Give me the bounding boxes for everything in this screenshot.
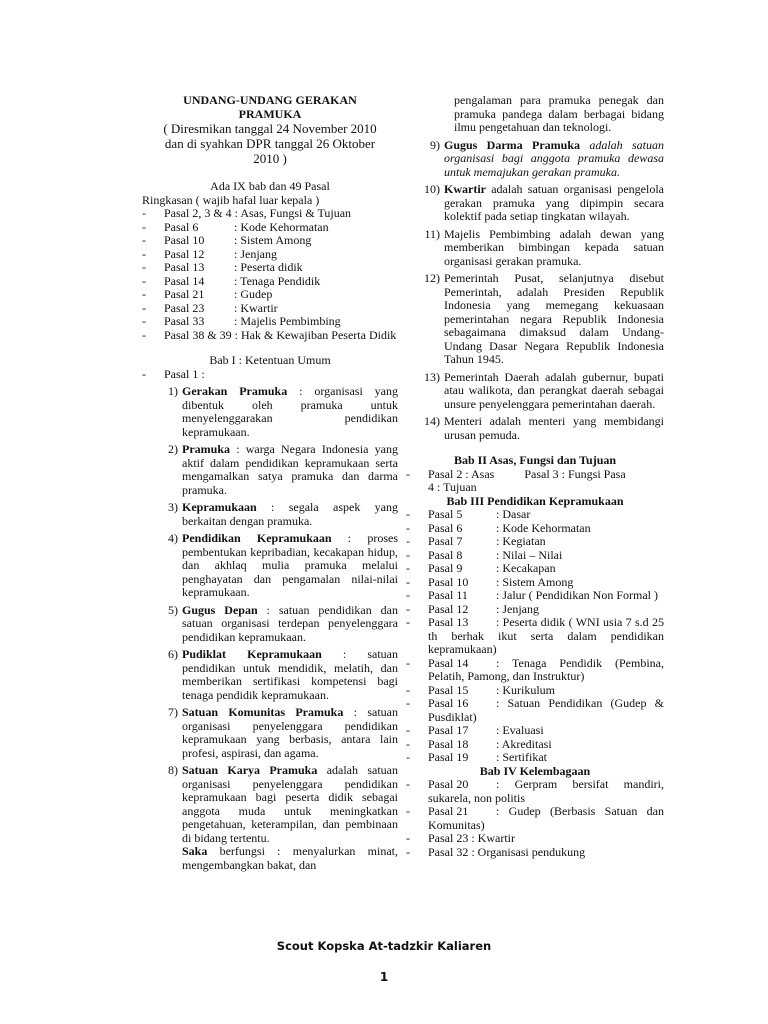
bullet-dash: -	[142, 314, 146, 328]
pasal-label: Pasal 10	[164, 233, 205, 247]
definition-item	[142, 706, 398, 760]
pasal-item	[406, 508, 664, 522]
bullet-dash: -	[142, 206, 146, 220]
bullet-dash: -	[406, 588, 410, 602]
definition-term: Satuan Komunitas Pramuka	[182, 705, 344, 719]
definition-text: adalah satuan organisasi pengelola gerakan pramuka yang dipimpin secara kolektif pada setiap tingkatan wilayah.	[444, 182, 664, 223]
pasal-item	[406, 846, 664, 860]
right-column	[406, 94, 664, 859]
pasal-value: : Peserta didik ( WNI usia 7 s.d 25 th berhak ikut serta dalam pendidikan kepramukaan)	[428, 615, 664, 656]
definition-item	[406, 228, 664, 269]
pasal-entry	[428, 535, 664, 549]
bab2-line1: - Pasal 2 : Asas Pasal 3 : Fungsi Pasa	[406, 466, 626, 481]
summary-item	[142, 315, 398, 329]
bullet-dash: -	[406, 831, 410, 845]
pasal-entry	[428, 751, 664, 765]
pasal-value: : Gerpram bersifat mandiri, sukarela, non politis	[428, 777, 664, 805]
bullet-dash: -	[142, 366, 146, 381]
pasal-label: Pasal 21	[428, 804, 469, 818]
pasal-label: Pasal 2, 3 & 4 : Asas, Fungsi & Tujuan	[164, 206, 352, 220]
pasal-label: Pasal 18	[428, 736, 469, 751]
item-number: 4)	[168, 531, 178, 545]
summary-item	[142, 329, 398, 343]
pasal-value: : Kode Kehormatan	[234, 219, 329, 234]
continued-text: pengalaman para pramuka penegak dan pramuka pandega dalam berbagai bidang ilmu pengetahuan dan teknologi.	[454, 93, 664, 134]
pasal-label: Pasal 11	[428, 588, 468, 602]
bullet-dash: -	[142, 327, 146, 342]
pasal-entry	[428, 562, 664, 576]
bullet-dash: -	[142, 260, 146, 274]
definition-item	[142, 604, 398, 645]
right-definitions	[406, 139, 664, 443]
pasal-value: : Jenjang	[234, 246, 277, 261]
pasal-label: Pasal 7	[428, 534, 463, 548]
pasal-value: : Akreditasi	[496, 736, 552, 751]
pasal-value: : Dasar	[496, 507, 531, 521]
pasal-label: Pasal 38 & 39 : Hak & Kewajiban Peserta Didik	[164, 327, 397, 342]
pasal-entry	[428, 684, 664, 698]
pasal-value: : Tenaga Pendidik (Pembina, Pelatih, Pamong, dan Instruktur)	[428, 655, 664, 683]
definition-text: Majelis Pembimbing adalah dewan yang memberikan bimbingan kepada satuan organisasi gerakan pramuka.	[444, 226, 664, 268]
pasal-entry	[428, 576, 664, 590]
item-number: 10)	[424, 182, 440, 196]
pasal-label: Pasal 14	[428, 655, 469, 670]
definition-body	[444, 183, 664, 224]
definition-text: Pemerintah Daerah adalah gubernur, bupati atau walikota, dan perangkat daerah sebagai unsure penyelenggara pemerintahan daerah.	[444, 369, 664, 411]
pasal-label: Pasal 19	[428, 750, 469, 764]
bullet-dash: -	[406, 534, 410, 548]
definition-term: Pudiklat Kepramukaan	[182, 647, 322, 661]
pasal-entry	[428, 778, 664, 805]
bullet-dash: -	[406, 682, 410, 697]
bullet-dash: -	[406, 561, 410, 575]
definition-term: Kepramukaan	[182, 500, 257, 514]
definition-term: Pramuka	[182, 442, 230, 456]
definition-item	[142, 443, 398, 497]
pasal-item	[406, 724, 664, 738]
bullet-dash: -	[142, 273, 146, 288]
pasal-label: Pasal 20	[428, 777, 469, 791]
pasal-label: Pasal 8	[428, 547, 463, 562]
definition-body	[444, 272, 664, 367]
pasal-value: : Gudep	[234, 287, 273, 301]
bullet-dash: -	[142, 287, 146, 301]
item-number: 2)	[168, 442, 178, 456]
pasal-value: : Kode Kehormatan	[496, 520, 591, 535]
bullet-dash: -	[406, 507, 410, 521]
summary-item	[142, 275, 398, 289]
definition-text: : segala aspek yang berkaitan dengan pramuka.	[182, 500, 398, 528]
summary-item	[142, 261, 398, 275]
doc-title-line2: PRAMUKA	[238, 106, 302, 121]
definition-body	[444, 371, 664, 412]
definition-body	[182, 764, 398, 845]
definition-text: : satuan pendidikan dan satuan organisasi terdepan penyelenggara pendidikan kepramukaan.	[182, 602, 398, 644]
definition-text: : warga Negara Indonesia yang aktif dalam pendidikan kepramukaan serta mengamalkan satya pramuka dan darma pramuka.	[182, 442, 398, 497]
bab4-title: Bab IV Kelembagaan	[479, 763, 591, 778]
definition-item	[142, 501, 398, 528]
item-number: 11)	[424, 226, 440, 241]
pasal-entry	[428, 549, 664, 563]
definition-term: Satuan Karya Pramuka	[182, 763, 318, 777]
pasal-label: Pasal 33	[164, 314, 205, 328]
pasal-value: : Evaluasi	[496, 723, 544, 737]
definition-item	[142, 764, 398, 845]
bab3-title: Bab III Pendidikan Kepramukaan	[446, 493, 624, 508]
item-number: 9)	[430, 137, 440, 152]
pasal-value: : Kegiatan	[496, 534, 546, 548]
pasal-item	[406, 522, 664, 536]
pasal-entry	[428, 589, 664, 603]
definition-body	[182, 604, 398, 645]
subtitle-line3: 2010 )	[253, 151, 287, 166]
item-number: 1)	[168, 384, 178, 398]
pasal-entry	[428, 657, 664, 684]
definition-text: adalah satuan organisasi bagi anggota pramuka dewasa untuk memajukan gerakan pramuka.	[444, 137, 664, 179]
doc-subtitle	[142, 121, 398, 166]
pasal-entry	[428, 738, 664, 752]
definition-body	[182, 443, 398, 497]
bullet-dash: -	[406, 655, 410, 670]
pasal-label: Pasal 12	[428, 601, 469, 616]
pasal-item	[406, 657, 664, 684]
bullet-dash: -	[406, 601, 410, 616]
item-number: 8)	[168, 763, 178, 777]
pasal-label: Pasal 5	[428, 507, 463, 521]
bullet-dash: -	[406, 696, 410, 710]
item-number: 13)	[424, 369, 440, 384]
definition-term: Gerakan Pramuka	[182, 384, 288, 398]
pasal-label: Pasal 17	[428, 723, 469, 737]
pasal-item	[406, 832, 664, 846]
item-number: 3)	[168, 500, 178, 514]
bullet-dash: -	[406, 736, 410, 751]
bullet-dash: -	[406, 723, 410, 737]
pasal1-label: - Pasal 1 :	[142, 366, 205, 381]
bullet-dash: -	[406, 574, 410, 589]
pasal-item	[406, 576, 664, 590]
pasal-label: Pasal 21	[164, 287, 205, 301]
pasal-entry	[428, 508, 664, 522]
bullet-dash: -	[406, 547, 410, 562]
definition-body	[182, 706, 398, 760]
item-number: 6)	[168, 647, 178, 661]
pasal-label: Pasal 10	[428, 574, 469, 589]
pasal-entry	[428, 724, 664, 738]
definition-item	[142, 648, 398, 702]
pasal-value: : Kecakapan	[496, 561, 556, 575]
doc-title-line1: UNDANG-UNDANG GERAKAN	[183, 93, 357, 107]
pasal-value: : Gudep (Berbasis Satuan dan Komunitas)	[428, 804, 664, 832]
summary-item	[142, 221, 398, 235]
bab2-title: Bab II Asas, Fungsi dan Tujuan	[453, 453, 617, 467]
bullet-dash: -	[142, 300, 146, 315]
pasal-entry	[428, 522, 664, 536]
pasal-value: : Kurikulum	[496, 682, 555, 697]
definition-text: : satuan organisasi penyelenggara pendidikan kepramukaan yang berbasis, antara lain profesi, aspirasi, dan agama.	[182, 705, 398, 760]
saka-note: Saka berfungsi : menyalurkan minat, mengembangkan bakat, dan	[182, 844, 398, 872]
pasal-entry	[428, 805, 664, 832]
pasal-label: Pasal 13	[428, 615, 469, 629]
pasal-label: Pasal 23 : Kwartir	[428, 831, 515, 845]
definition-item	[406, 272, 664, 367]
definition-text: Menteri adalah menteri yang membidangi urusan pemuda.	[444, 414, 664, 442]
bab1-title: Bab I : Ketentuan Umum	[209, 353, 331, 367]
pasal-item	[406, 697, 664, 724]
bullet-dash: -	[142, 246, 146, 261]
bullet-dash: -	[406, 750, 410, 764]
definition-body	[182, 385, 398, 439]
pasal-value: : Nilai – Nilai	[496, 547, 563, 562]
definition-item	[406, 139, 664, 180]
bullet-dash: -	[406, 520, 410, 535]
pasal-item	[406, 603, 664, 617]
item-number: 5)	[168, 602, 178, 617]
definition-term: Gugus Darma Pramuka	[444, 137, 580, 152]
definition-text: adalah satuan organisasi penyelenggara pendidikan kepramukaan bagi peserta didik sebagai anggota muda untuk meningkatkan pengetahuan, keterampilan, dan pembinaan di bidang tertentu.	[182, 763, 398, 845]
pasal-item	[406, 778, 664, 805]
bullet-dash: -	[406, 844, 410, 859]
summary-item	[142, 248, 398, 262]
bullet-dash: -	[142, 233, 146, 247]
summary-item	[142, 288, 398, 302]
pasal-value: : Kwartir	[234, 300, 278, 315]
pasal-value: : Sistem Among	[496, 574, 574, 589]
subtitle-line1: ( Diresmikan tanggal 24 November 2010	[163, 121, 377, 136]
definition-body	[444, 228, 664, 269]
definition-body	[444, 139, 664, 180]
bullet-dash: -	[406, 777, 410, 791]
pasal-label: Pasal 16	[428, 696, 469, 710]
pasal-value: : Sertifikat	[496, 750, 547, 764]
pasal-item	[406, 751, 664, 765]
definition-body	[182, 648, 398, 702]
pasal-label: Pasal 15	[428, 682, 469, 697]
pasal-value: : Sistem Among	[234, 233, 312, 247]
pasal-item	[406, 535, 664, 549]
summary-item	[142, 207, 398, 221]
bullet-dash: -	[142, 219, 146, 234]
bullet-dash: -	[406, 615, 410, 629]
pasal-value: : Jalur ( Pendidikan Non Formal )	[496, 588, 658, 602]
footer-text: Scout Kopska At-tadzkir Kaliaren	[276, 939, 492, 953]
pasal-label: Pasal 14	[164, 273, 205, 288]
pasal-item	[406, 616, 664, 657]
bab2-line2: 4 : Tujuan	[428, 480, 477, 494]
bab3-list	[406, 508, 664, 765]
definition-text: : organisasi yang dibentuk oleh pramuka untuk menyelenggarakan pendidikan kepramukaan.	[182, 384, 398, 439]
definition-body	[182, 501, 398, 528]
pasal-entry	[428, 603, 664, 617]
definition-term: Gugus Depan	[182, 602, 258, 617]
bab4-list	[406, 778, 664, 859]
pasal-item	[406, 684, 664, 698]
summary-intro: Ada IX bab dan 49 Pasal	[210, 179, 330, 193]
pasal-item	[406, 549, 664, 563]
pasal-value: : Tenaga Pendidik	[234, 273, 321, 288]
summary-heading: Ringkasan ( wajib hafal luar kepala )	[142, 192, 320, 207]
pasal-label: Pasal 6	[428, 520, 463, 535]
item-number: 7)	[168, 705, 178, 719]
definition-text: Pemerintah Pusat, selanjutnya disebut Pemerintah, adalah Presiden Republik Indonesia yang memegang kekuasaan pemerintahan negara Republik Indonesia sebagaimana dimaksud dalam Undang-Undang Dasar Negara Republik Indonesia Tahun 1945.	[444, 271, 664, 366]
summary-item	[142, 302, 398, 316]
pasal-value: : Peserta didik	[234, 260, 303, 274]
pasal-label: Pasal 9	[428, 561, 463, 575]
pasal-label: Pasal 12	[164, 246, 205, 261]
definition-term: Pendidikan Kepramukaan	[182, 531, 332, 545]
pasal-value: : Jenjang	[496, 601, 539, 616]
pasal-label: Pasal 32 : Organisasi pendukung	[428, 844, 586, 859]
pasal-entry	[428, 616, 664, 657]
definition-item	[406, 415, 664, 442]
pasal-label: Pasal 13	[164, 260, 205, 274]
definition-body	[444, 415, 664, 442]
pasal-item	[406, 589, 664, 603]
bab1-definitions	[142, 385, 398, 845]
item-number: 12)	[424, 271, 440, 285]
definition-item	[406, 371, 664, 412]
definition-item	[406, 183, 664, 224]
pasal-value: : Majelis Pembimbing	[234, 314, 341, 328]
pasal-label: Pasal 6	[164, 219, 199, 234]
bullet-dash: -	[406, 804, 410, 818]
pasal-entry	[428, 697, 664, 724]
definition-item	[142, 532, 398, 600]
definition-text: : satuan pendidikan untuk mendidik, melatih, dan memberikan sertifikasi kompetensi bagi tenaga pendidik kepramukaan.	[182, 647, 398, 702]
item-number: 14)	[424, 414, 440, 428]
subtitle-line2: dan di syahkan DPR tanggal 26 Oktober	[164, 136, 376, 151]
left-column	[142, 94, 398, 872]
definition-body	[182, 532, 398, 600]
pasal-item	[406, 562, 664, 576]
definition-item	[142, 385, 398, 439]
summary-item	[142, 234, 398, 248]
pasal-item	[406, 805, 664, 832]
pasal-value: : Satuan Pendidikan (Gudep & Pusdiklat)	[428, 696, 664, 724]
definition-term: Kwartir	[444, 182, 486, 196]
summary-list	[142, 207, 398, 342]
pasal-label: Pasal 23	[164, 300, 205, 315]
pasal-item	[406, 738, 664, 752]
page-number: 1	[379, 970, 389, 984]
definition-text: : proses pembentukan kepribadian, kecakapan hidup, dan akhlaq mulia pramuka melalui penghayatan dan pengamalan nilai-nilai kepramukaan.	[182, 531, 399, 599]
